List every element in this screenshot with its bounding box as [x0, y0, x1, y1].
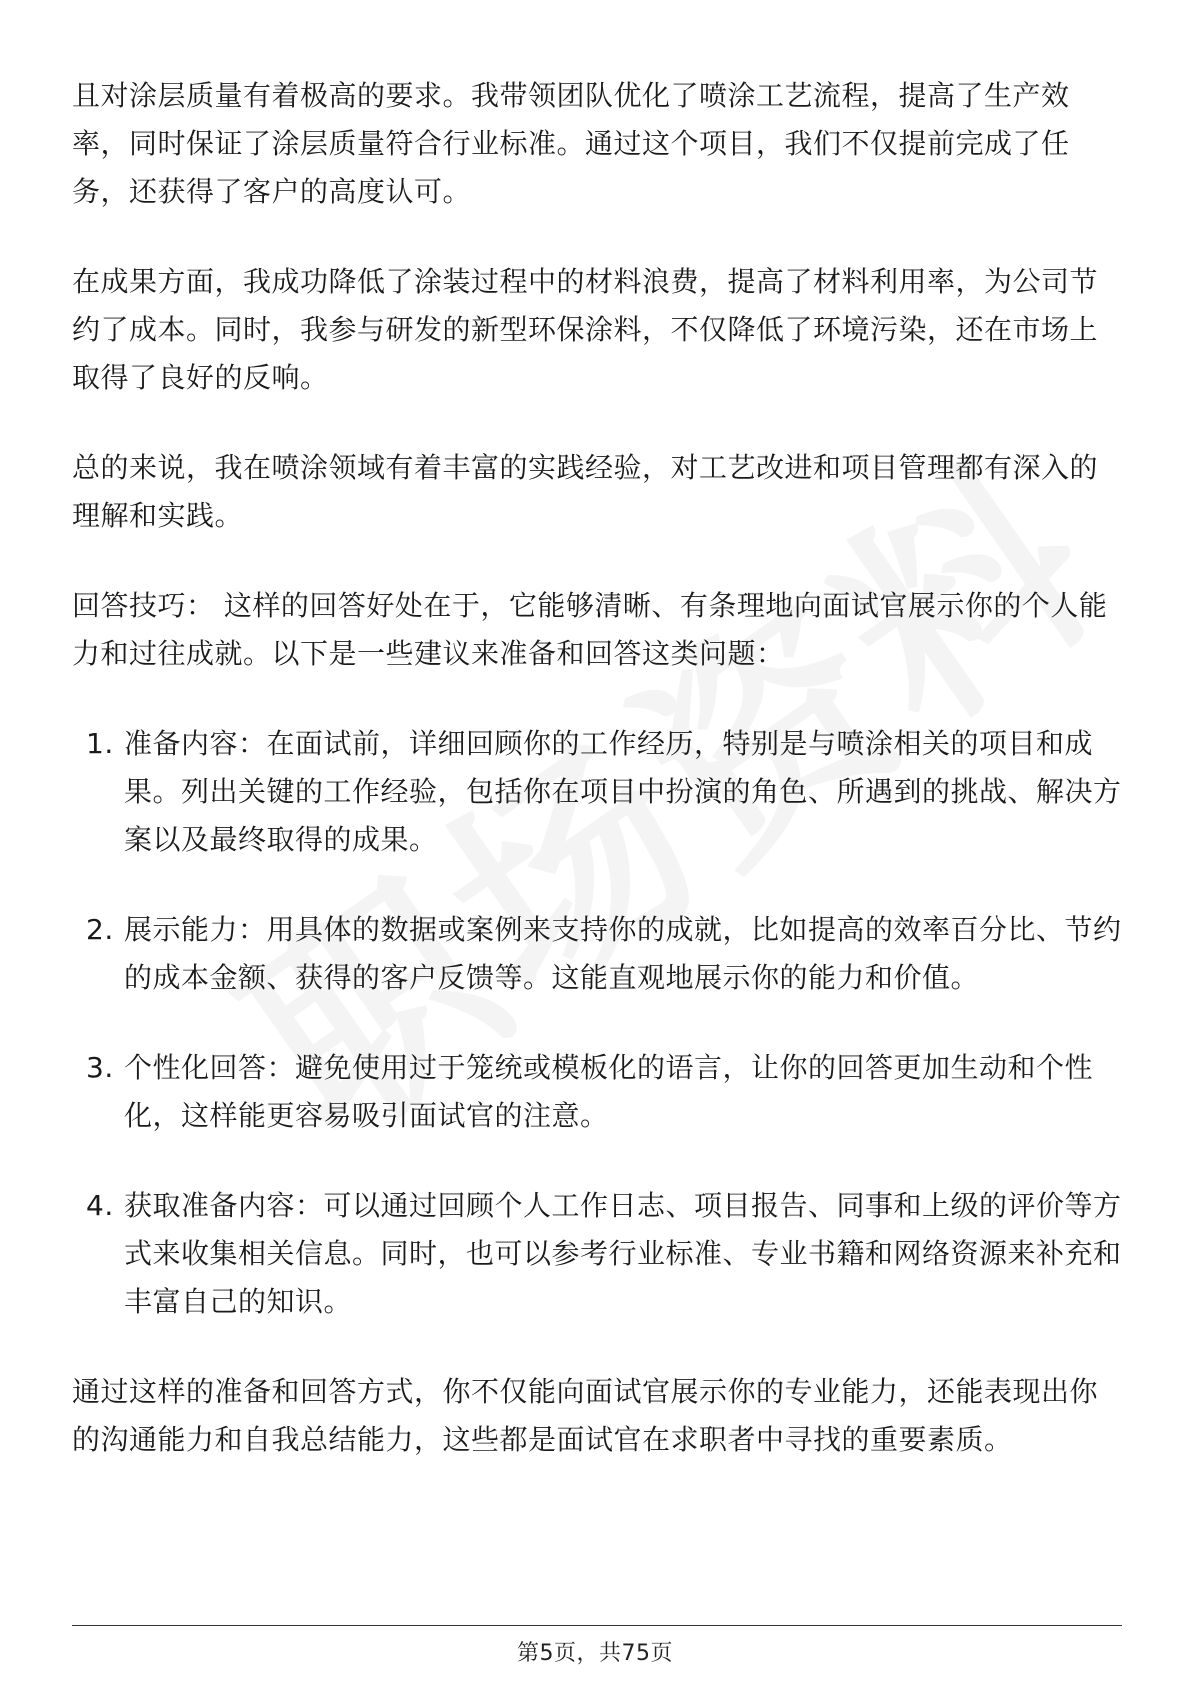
list-item-number: 4.	[86, 1189, 114, 1222]
paragraph-achievements: 在成果方面，我成功降低了涂装过程中的材料浪费，提高了材料利用率，为公司节约了成本。同时，我参与研发的新型环保涂料，不仅降低了环境污染，还在市场上取得了良好的反响。	[72, 265, 1099, 394]
list-item-number: 2.	[86, 913, 114, 946]
list-item-number: 1.	[86, 727, 114, 760]
list-item-text: 展示能力：用具体的数据或案例来支持你的成就，比如提高的效率百分比、节约的成本金额、获得的客户反馈等。这能直观地展示你的能力和价值。	[124, 913, 1122, 994]
tips-list	[72, 720, 1122, 1326]
list-item	[72, 906, 1122, 1002]
page-content	[72, 72, 1122, 1506]
footer-divider	[72, 1625, 1122, 1626]
list-item	[72, 1182, 1122, 1326]
list-item-text: 准备内容：在面试前，详细回顾你的工作经历，特别是与喷涂相关的项目和成果。列出关键的工作经验，包括你在项目中扮演的角色、所遇到的挑战、解决方案以及最终取得的成果。	[124, 727, 1122, 856]
page-number: 第5页，共75页	[517, 1641, 673, 1666]
list-item	[72, 720, 1122, 864]
list-item	[72, 1044, 1122, 1140]
list-item-number: 3.	[86, 1051, 114, 1084]
paragraph-summary: 总的来说，我在喷涂领域有着丰富的实践经验，对工艺改进和项目管理都有深入的理解和实践。	[72, 451, 1099, 532]
paragraph-closing: 通过这样的准备和回答方式，你不仅能向面试官展示你的专业能力，还能表现出你的沟通能力和自我总结能力，这些都是面试官在求职者中寻找的重要素质。	[72, 1375, 1099, 1456]
paragraph-answer-tips-intro: 回答技巧： 这样的回答好处在于，它能够清晰、有条理地向面试官展示你的个人能力和过往成就。以下是一些建议来准备和回答这类问题：	[72, 589, 1108, 670]
list-item-text: 获取准备内容：可以通过回顾个人工作日志、项目报告、同事和上级的评价等方式来收集相关信息。同时，也可以参考行业标准、专业书籍和网络资源来补充和丰富自己的知识。	[124, 1189, 1122, 1318]
list-item-text: 个性化回答：避免使用过于笼统或模板化的语言，让你的回答更加生动和个性化，这样能更容易吸引面试官的注意。	[124, 1051, 1094, 1132]
paragraph-project-description: 且对涂层质量有着极高的要求。我带领团队优化了喷涂工艺流程，提高了生产效率，同时保证了涂层质量符合行业标准。通过这个项目，我们不仅提前完成了任务，还获得了客户的高度认可。	[72, 79, 1070, 208]
